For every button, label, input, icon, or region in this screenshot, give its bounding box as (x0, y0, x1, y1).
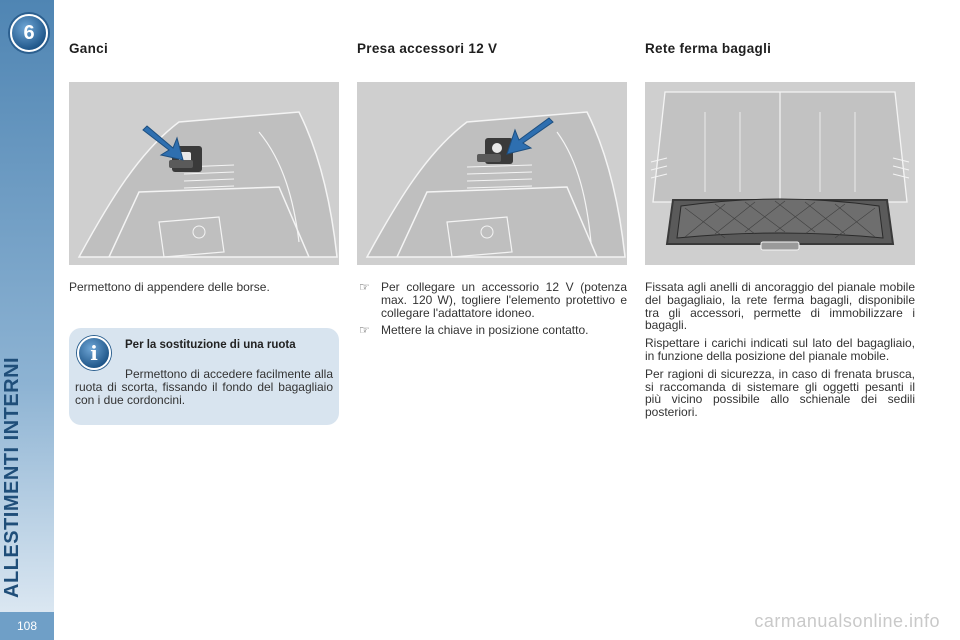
socket-bullet-1 (357, 281, 627, 319)
trunk-socket-drawing (357, 82, 627, 265)
socket-bullet-2-text: Mettere la chiave in posizione contatto. (381, 323, 589, 338)
socket-text (357, 281, 627, 342)
page-number: 108 (0, 612, 54, 640)
socket-bullet-1-text: Per collegare un accessorio 12 V (potenza max. 120 W), togliere l'elemento protettivo e collegare l'adattatore idoneo. (381, 280, 627, 320)
section-title: ALLESTIMENTI INTERNI (1, 356, 23, 598)
net-text (645, 281, 915, 424)
section-title-vertical (2, 318, 46, 598)
socket-illustration (357, 82, 627, 265)
info-title: Per la sostituzione di una ruota (125, 339, 296, 351)
hand-pointer-icon: ☞ (359, 280, 370, 294)
sidebar (0, 0, 54, 640)
hooks-text (69, 281, 339, 299)
trunk-net-drawing (645, 82, 915, 265)
info-body: Permettono di accedere facilmente alla ruota di scorta, fissando il fondo del bagagliaio con i due cordoncini. (75, 367, 333, 407)
hooks-description: Permettono di appendere delle borse. (69, 280, 270, 294)
socket-bullet-2 (357, 324, 627, 337)
net-paragraph-3: Per ragioni di sicurezza, in caso di frenata brusca, si raccomanda di sistemare gli oggetti pesanti il più vicino possibile allo schienale dei sedili posteriori. (645, 366, 915, 420)
socket-heading: Presa accessori 12 V (357, 41, 498, 56)
watermark: carmanualsonline.info (754, 611, 940, 631)
info-box (69, 328, 339, 425)
info-icon: i (77, 336, 111, 370)
hand-pointer-icon: ☞ (359, 323, 370, 338)
net-paragraph-2: Rispettare i carichi indicati sul lato del bagagliaio, in funzione della posizione del pianale mobile. (645, 336, 915, 363)
trunk-hook-drawing (69, 82, 339, 265)
net-illustration (645, 82, 915, 265)
net-heading: Rete ferma bagagli (645, 41, 772, 56)
net-paragraph-1: Fissata agli anelli di ancoraggio del pianale mobile del bagagliaio, la rete ferma bagagli, disponibile tra gli accessori, permette di immobilizzare i bagagli. (645, 280, 915, 333)
hooks-heading: Ganci (69, 41, 109, 56)
hooks-illustration (69, 82, 339, 265)
chapter-badge: 6 (10, 14, 48, 52)
